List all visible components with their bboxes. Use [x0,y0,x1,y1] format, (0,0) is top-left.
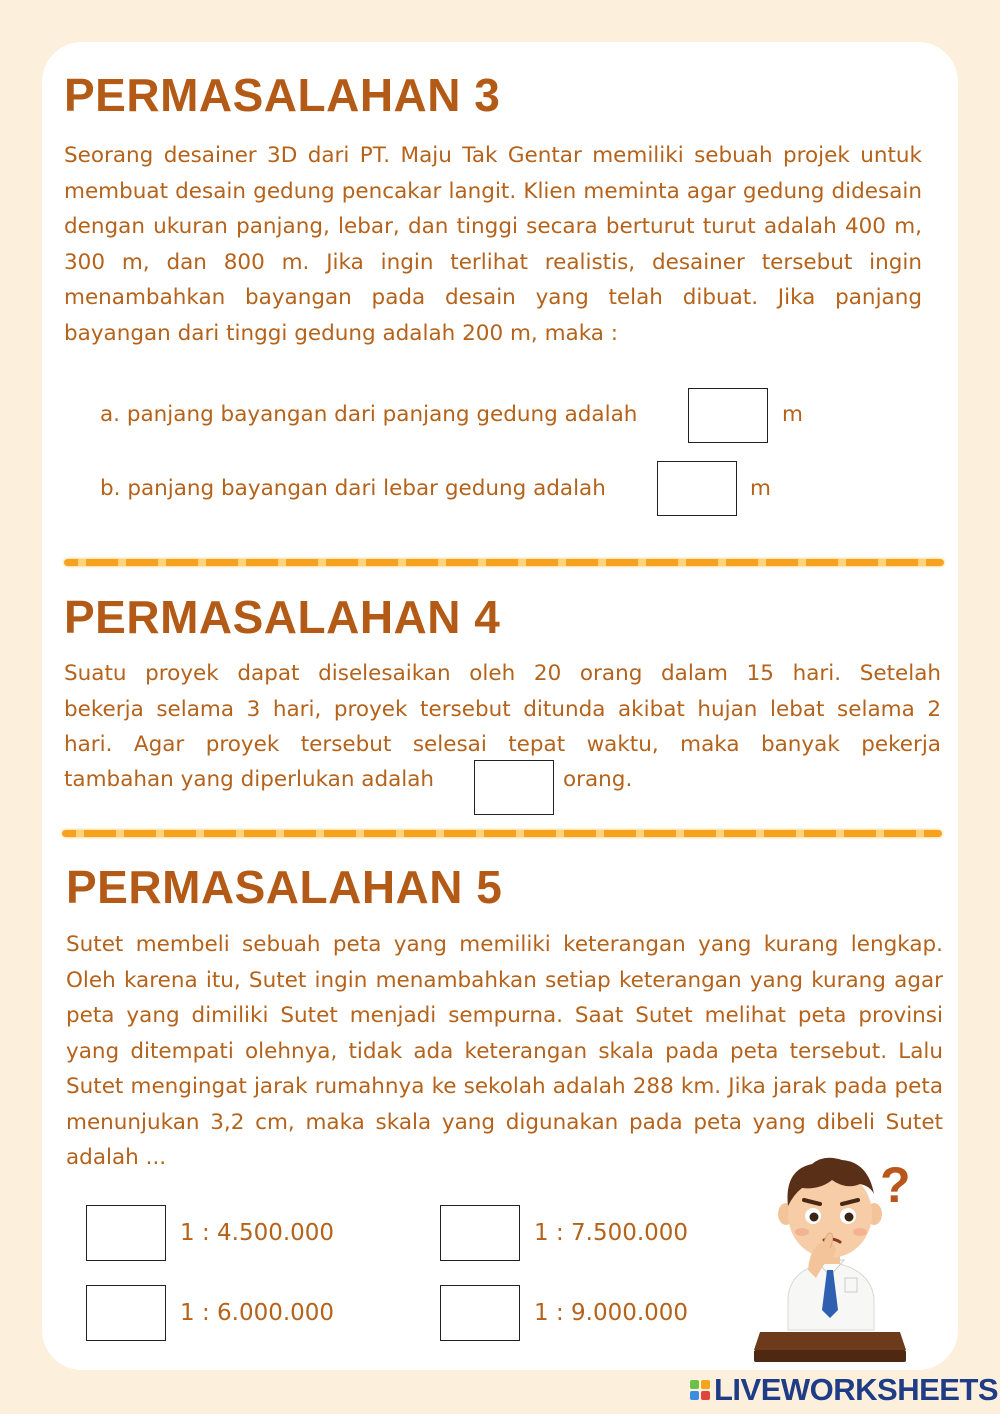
section-divider [62,830,942,837]
problem-3-paragraph: Seorang desainer 3D dari PT. Maju Tak Gentar memiliki sebuah projek untuk membuat desain gedung pencakar langit. Klien meminta agar gedung didesain dengan ukuran panjang, lebar, dan tinggi secara berturut turut adalah 400 m, 300 m, dan 800 m. Jika ingin terlihat realistis, desainer tersebut ingin menambahkan bayangan pada desain yang telah dibuat. Jika panjang bayangan dari tinggi gedung adalah 200 m, maka : [64,143,922,346]
liveworksheets-logo[interactable] [690,1372,998,1408]
problem-4-line-1: Suatu proyek dapat diselesaikan oleh 20 orang dalam 15 hari. Setelah [64,661,941,686]
problem-4-unit: orang. [563,767,633,792]
problem-5-paragraph: Sutet membeli sebuah peta yang memiliki keterangan yang kurang lengkap. Oleh karena itu, Sutet ingin menambahkan setiap keterangan yang kurang agar peta yang dimiliki Sutet menjadi sempurna. Saat Sutet melihat peta provinsi yang ditempati olehnya, tidak ada keterangan skala pada peta tersebut. Lalu Sutet mengingat jarak rumahnya ke sekolah adalah 288 km. Jika jarak pada peta menunjukan 3,2 cm, maka skala yang digunakan pada peta yang dibeli Sutet adalah ... [66,932,943,1170]
option-checkbox-d[interactable] [440,1285,520,1341]
problem-4-title: PERMASALAHAN 4 [64,591,501,643]
answer-box-3a[interactable] [688,388,768,443]
problem-4-line-4: tambahan yang diperlukan adalah [64,767,435,792]
option-label-c: 1 : 6.000.000 [180,1300,335,1326]
answer-box-4[interactable] [474,760,554,815]
problem-3-item-b: b. panjang bayangan dari lebar gedung adalah [100,476,606,501]
option-checkbox-c[interactable] [86,1285,166,1341]
liveworksheets-logo-icon [690,1380,710,1400]
problem-4-line-3: hari. Agar proyek tersebut selesai tepat waktu, maka banyak pekerja [64,732,941,757]
problem-3-item-a: a. panjang bayangan dari panjang gedung adalah [100,402,638,427]
option-label-a: 1 : 4.500.000 [180,1220,335,1246]
answer-box-3b[interactable] [657,461,737,516]
problem-3-item-a-unit: m [782,402,803,427]
liveworksheets-logo-text: LIVEWORKSHEETS [714,1372,999,1407]
problem-5-title: PERMASALAHAN 5 [66,861,503,913]
question-mark: ? [880,1157,911,1213]
problem-3-item-b-unit: m [750,476,771,501]
problem-3-title: PERMASALAHAN 3 [64,69,501,121]
thinking-student-illustration [750,1150,930,1365]
option-label-b: 1 : 7.500.000 [534,1220,689,1246]
problem-4-line-2: bekerja selama 3 hari, proyek tersebut ditunda akibat hujan lebat selama 2 [64,697,941,722]
option-label-d: 1 : 9.000.000 [534,1300,689,1326]
option-checkbox-b[interactable] [440,1205,520,1261]
option-checkbox-a[interactable] [86,1205,166,1261]
section-divider [64,559,944,566]
